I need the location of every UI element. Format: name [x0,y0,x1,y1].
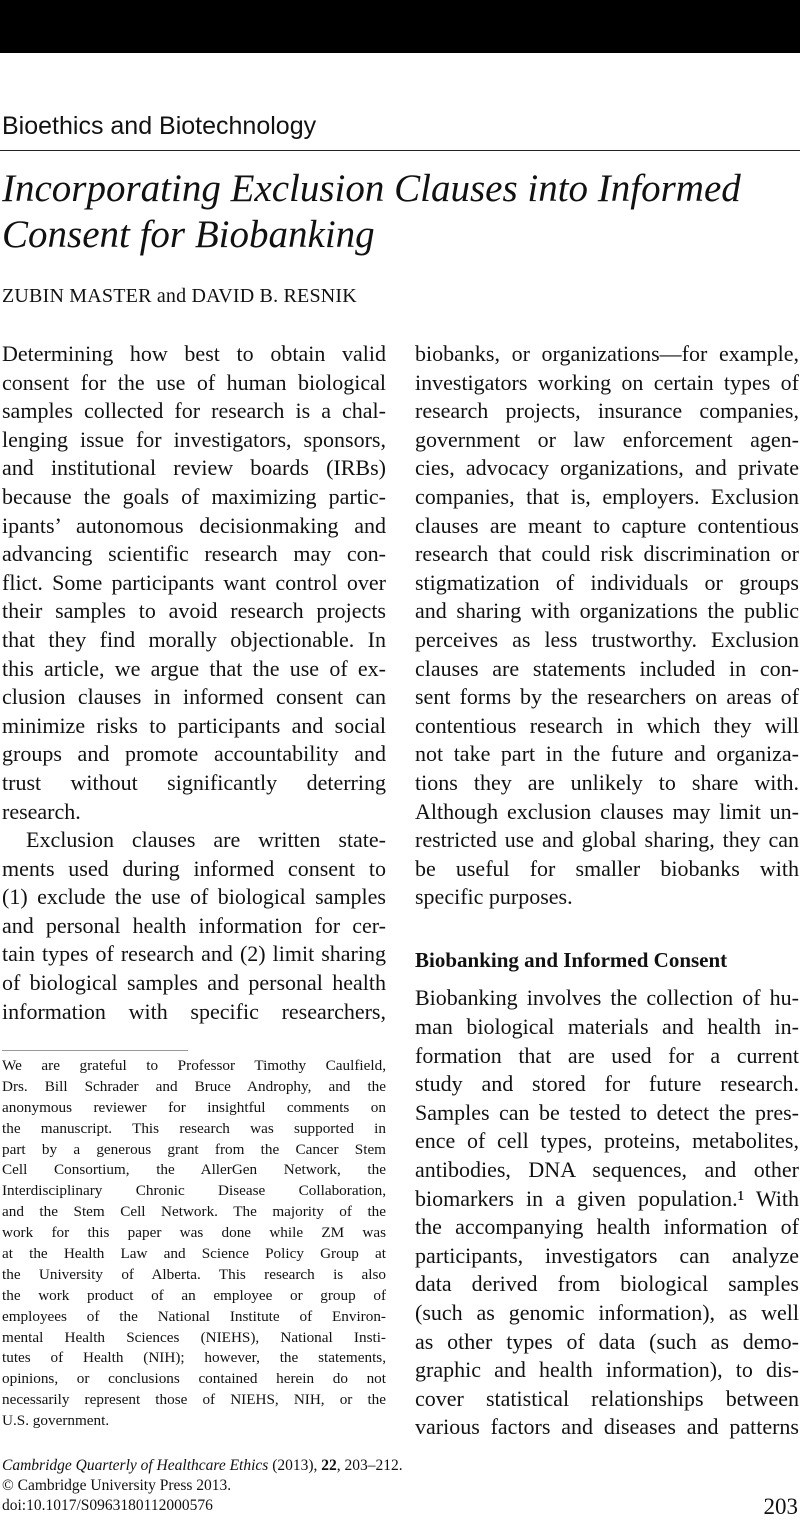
title-line: Incorporating Exclusion Clauses into Informed [2,167,741,210]
citation-volume: 22 [321,1457,337,1474]
journal-name: Cambridge Quarterly of Healthcare Ethics [2,1457,269,1474]
text-line: tions they are unlikely to share with. [415,769,799,795]
page-number: 203 [763,1494,798,1519]
text-line: minimize risks to participants and social [2,712,386,738]
text-line: (1) exclude the use of biological samples [2,884,386,910]
text-line: this article, we argue that the use of ex- [2,655,386,681]
text-line: research projects, insurance companies, [415,398,799,424]
text-line: be useful for smaller biobanks with [415,855,799,881]
text-line: clauses are meant to capture contentious [415,512,799,538]
text-line: cover statistical relationships between [415,1385,799,1411]
text-line: restricted use and global sharing, they can [415,827,799,853]
text-line: flict. Some participants want control over [2,569,386,595]
text-line: investigators working on certain types of [415,369,799,395]
text-line: consent for the use of human biological [2,369,386,395]
copyright: © Cambridge University Press 2013. [2,1477,232,1494]
text-line: contentious research in which they will [415,712,799,738]
text-line: ence of cell types, proteins, metabolites, [415,1128,799,1154]
text-line: of biological samples and personal health [2,970,386,996]
citation-line [2,1456,403,1476]
text-line: (such as genomic information), as well [415,1300,799,1325]
footnote-line: We are grateful to Professor Timothy Caulfield, [2,1057,386,1074]
text-line: perceives as less trustworthy. Exclusion [415,626,799,652]
left-column [2,340,386,1026]
footnote-line: anonymous reviewer for insightful comments on [2,1098,386,1116]
doi: doi:10.1017/S0963180112000576 [2,1497,213,1514]
text-line: government or law enforcement agen- [415,426,799,452]
citation-pages: , 203–212. [336,1457,403,1474]
footnote [2,1056,386,1432]
footnote-line: opinions, or conclusions contained herein do not [2,1370,386,1388]
header-rule [0,150,800,151]
text-line: ments used during informed consent to [2,855,386,881]
text-line: various factors and diseases and patterns [415,1414,799,1440]
section-label: Bioethics and Biotechnology [2,112,317,140]
text-line: as other types of data (such as demo- [415,1328,799,1354]
section-heading: Biobanking and Informed Consent [415,947,728,972]
header-bar [0,0,800,53]
text-line: cies, advocacy organizations, and private [415,455,799,481]
title-line: Consent for Biobanking [2,213,375,256]
text-line: ipants’ autonomous decisionmaking and [2,512,386,538]
text-line: Determining how best to obtain valid [2,341,386,366]
text-line: the accompanying health information of [415,1214,799,1240]
footnote-line: tutes of Health (NIH); however, the statements, [2,1349,386,1367]
text-line: antibodies, DNA sequences, and other [415,1157,799,1183]
text-line: and personal health information for cer- [2,912,386,938]
right-column [415,340,799,1442]
text-line: not take part in the future and organiza- [415,741,799,767]
text-line: groups and promote accountability and [2,741,386,767]
footnote-line: mental Health Sciences (NIEHS), National Insti- [2,1328,386,1346]
footnote-line: the University of Alberta. This research is also [2,1265,386,1283]
footnote-line: Interdisciplinary Chronic Disease Collaboration, [2,1182,386,1200]
authors: ZUBIN MASTER and DAVID B. RESNIK [2,285,357,307]
article-title [2,166,792,258]
text-line: companies, that is, employers. Exclusion [415,483,799,509]
footnote-line: employees of the National Institute of Environ- [2,1307,386,1325]
text-line: biobanks, or organizations—for example, [415,341,799,366]
text-line: samples collected for research is a chal- [2,398,386,424]
footnote-line: work for this paper was done while ZM was [2,1224,386,1242]
text-line: stigmatization of individuals or groups [415,569,799,595]
text-line: Biobanking involves the collection of hu- [415,985,799,1011]
text-line: lenging issue for investigators, sponsors, [2,426,386,452]
footnote-line: the work product of an employee or group of [2,1286,386,1304]
text-line: because the goals of maximizing partic- [2,483,386,509]
text-line: advancing scientific research may con- [2,541,386,567]
text-line: clusion clauses in informed consent can [2,684,386,710]
text-line: biomarkers in a given population.¹ With [415,1185,799,1211]
footnote-line: Drs. Bill Schrader and Bruce Androphy, and the [2,1077,386,1095]
footnote-line: and the Stem Cell Network. The majority of the [2,1203,386,1221]
text-line: specific purposes. [415,884,573,910]
text-line: their samples to avoid research projects [2,598,386,624]
footnote-line: part by a generous grant from the Cancer Stem [2,1140,386,1158]
text-line: and sharing with organizations the public [415,598,799,624]
text-line: that they find morally objectionable. In [2,626,386,652]
text-line: research that could risk discrimination or [415,541,799,567]
footnote-rule [2,1050,188,1051]
footnote-line: U.S. government. [2,1412,110,1430]
footnote-line: the manuscript. This research was supported in [2,1119,386,1137]
footnote-line: Cell Consortium, the AllerGen Network, the [2,1161,386,1179]
text-line: man biological materials and health in- [415,1014,799,1040]
text-line: Samples can be tested to detect the pres- [415,1099,799,1125]
citation-footer [2,1456,403,1516]
citation-year: (2013), [268,1457,322,1474]
text-line: sent forms by the researchers on areas of [415,684,799,710]
text-line: tain types of research and (2) limit sharing [2,941,386,967]
text-line: graphic and health information), to dis- [415,1357,799,1383]
footnote-line: necessarily represent those of NIEHS, NIH, or the [2,1391,386,1409]
text-line: Exclusion clauses are written state- [26,827,386,853]
text-line: trust without significantly deterring [2,769,386,795]
text-line: clauses are statements included in con- [415,655,799,681]
footnote-line: at the Health Law and Science Policy Group at [2,1245,386,1263]
text-line: information with specific researchers, [2,998,386,1024]
text-line: formation that are used for a current [415,1042,799,1068]
text-line: study and stored for future research. [415,1071,799,1097]
text-line: data derived from biological samples [415,1271,799,1297]
text-line: Although exclusion clauses may limit un- [415,798,799,824]
text-line: and institutional review boards (IRBs) [2,455,386,481]
text-line: participants, investigators can analyze [415,1242,799,1268]
text-line: research. [2,798,81,824]
